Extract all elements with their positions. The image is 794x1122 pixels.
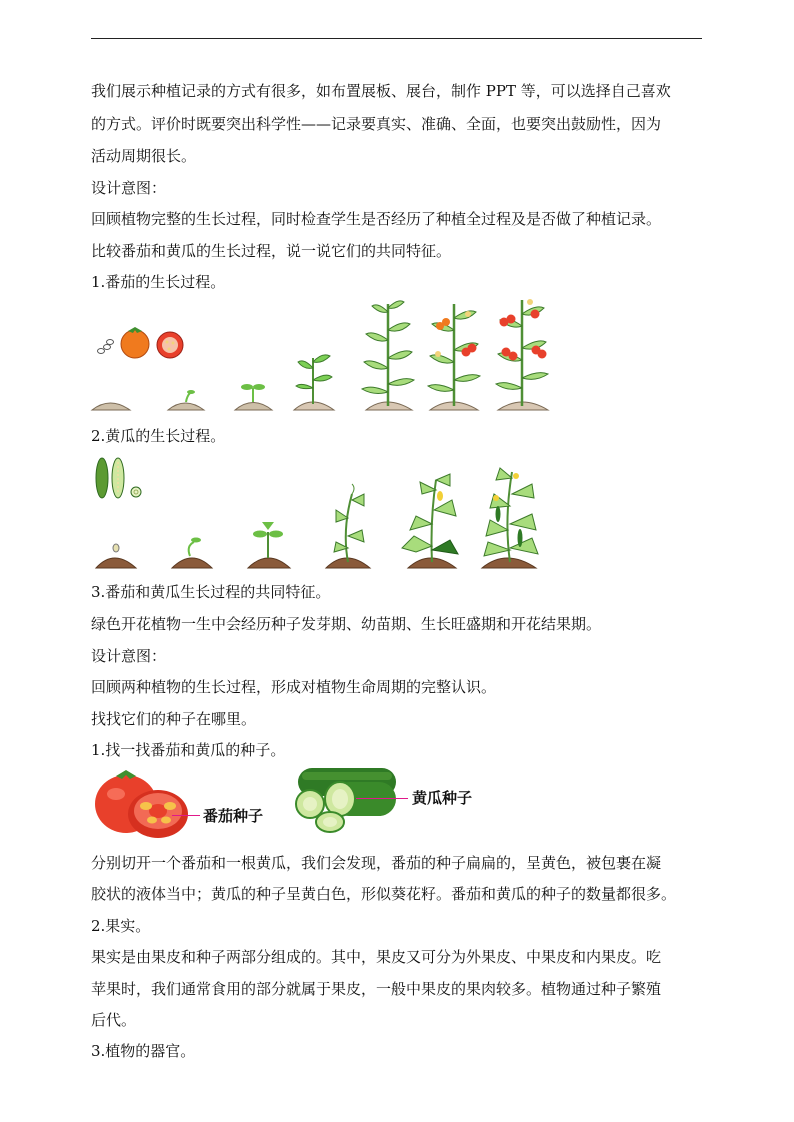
compare-question: 比较番茄和黄瓜的生长过程，说一说它们的共同特征。	[91, 242, 452, 260]
cucumber-growth-figure	[90, 450, 560, 574]
cucumber-stage-6-icon	[482, 468, 538, 568]
whole-tomato-icon	[121, 327, 149, 358]
tomato-stage-3-icon	[235, 384, 272, 410]
cucumber-stage-3-icon	[248, 522, 290, 568]
cucumber-stage-4-icon	[326, 484, 370, 568]
tomato-stage-7-icon	[496, 299, 548, 410]
tomato-seed-label: 番茄种子	[203, 807, 264, 825]
tomato-seed-pointer	[172, 815, 200, 816]
seeds-text-line-1: 分别切开一个番茄和一根黄瓜，我们会发现，番茄的种子扁扁的，呈黄色，被包裹在凝	[91, 854, 662, 872]
cucumber-seed-figure	[292, 764, 398, 836]
cucumber-growth-heading: 2.黄瓜的生长过程。	[91, 427, 226, 445]
tomato-stage-2-icon	[168, 390, 204, 410]
cucumber-seed-pointer	[356, 798, 408, 799]
cucumber-seed-label: 黄瓜种子	[412, 789, 473, 807]
cucumber-stage-1-icon	[96, 544, 136, 568]
design-intent-text-2: 回顾两种植物的生长过程，形成对植物生命周期的完整认识。	[91, 678, 497, 696]
fruit-text-line-2: 苹果时，我们通常食用的部分就属于果皮，一般中果皮的果肉较多。植物通过种子繁殖	[91, 980, 662, 998]
common-features-heading: 3.番茄和黄瓜生长过程的共同特征。	[91, 583, 331, 601]
cut-cucumber-photo-icon	[296, 782, 396, 832]
tomato-growth-heading: 1.番茄的生长过程。	[91, 273, 226, 291]
whole-cucumber-icon	[96, 458, 124, 498]
seeds-text-line-2: 胶状的液体当中；黄瓜的种子呈黄白色，形似葵花籽。番茄和黄瓜的种子的数量都很多。	[91, 885, 677, 903]
fruit-text-line-3: 后代。	[91, 1011, 137, 1029]
common-features-text: 绿色开花植物一生中会经历种子发芽期、幼苗期、生长旺盛期和开花结果期。	[91, 615, 602, 633]
cut-tomato-photo-icon	[128, 790, 188, 838]
fruit-heading: 2.果实。	[91, 917, 151, 935]
tomato-stage-1-icon	[92, 403, 130, 410]
tomato-stage-5-icon	[362, 301, 414, 410]
fruit-text-line-1: 果实是由果皮和种子两部分组成的。其中，果皮又可分为外果皮、中果皮和内果皮。吃	[91, 948, 662, 966]
find-seeds-subheading: 1.找一找番茄和黄瓜的种子。	[91, 741, 286, 759]
tomato-stage-4-icon	[294, 355, 334, 410]
design-intent-title-1: 设计意图：	[91, 179, 167, 197]
header-rule	[91, 38, 702, 39]
plant-organs-heading: 3.植物的器官。	[91, 1042, 196, 1060]
tomato-seeds-icon	[98, 340, 114, 354]
cucumber-slice-icon	[131, 487, 141, 497]
tomato-stage-6-icon	[428, 304, 480, 410]
cucumber-stage-5-icon	[402, 474, 458, 568]
tomato-seed-figure	[92, 762, 197, 840]
intro-line-3: 活动周期很长。	[91, 147, 197, 165]
design-intent-title-2: 设计意图：	[91, 647, 167, 665]
tomato-growth-figure	[90, 292, 560, 418]
find-seeds-heading: 找找它们的种子在哪里。	[91, 710, 257, 728]
halved-tomato-icon	[157, 332, 183, 358]
design-intent-text-1: 回顾植物完整的生长过程，同时检查学生是否经历了种植全过程及是否做了种植记录。	[91, 210, 662, 228]
intro-line-2: 的方式。评价时既要突出科学性——记录要真实、准确、全面，也要突出鼓励性，因为	[91, 115, 662, 133]
intro-line-1: 我们展示种植记录的方式有很多，如布置展板、展台，制作 PPT 等，可以选择自己喜欢	[91, 82, 671, 100]
cucumber-stage-2-icon	[172, 538, 212, 569]
